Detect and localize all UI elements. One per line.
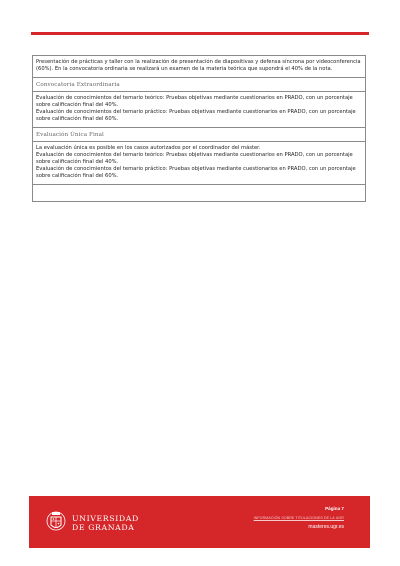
extraordinary-heading: Convocatoria Extraordinaria	[33, 78, 365, 92]
ordinary-evaluation-cell	[33, 56, 365, 78]
empty-row	[33, 185, 365, 201]
paragraph-line: Evaluación de conocimientos del temario teórico: Pruebas objetivas mediante cuestionarios en PRADO, con un porcentaje sobre calificación final del 40%.	[36, 95, 353, 108]
paragraph-line: Evaluación de conocimientos del temario práctico: Pruebas objetivas mediante cuestionarios en PRADO, con un porcentaje sobre calificación final del 60%.	[36, 166, 356, 179]
paragraph-line: Evaluación de conocimientos del temario teórico: Pruebas objetivas mediante cuestionarios en PRADO, con un porcentaje sobre calificación final del 40%.	[36, 152, 353, 165]
final-evaluation-heading: Evaluación Única Final	[33, 128, 365, 142]
university-name-line1: UNIVERSIDAD	[72, 514, 139, 523]
final-evaluation-cell	[33, 142, 365, 185]
intro-paragraph: Presentación de prácticas y taller con la realización de presentación de diapositivas y defensa síncrona por videoconferencia (60%). En la convocatoria ordinaria se realizará un examen de la materia teórica que supondrá el 40% de la nota.	[36, 59, 361, 72]
site-link[interactable]: masteres.ugr.es	[308, 524, 344, 530]
paragraph-line: Evaluación de conocimientos del temario práctico: Pruebas objetivas mediante cuestionarios en PRADO, con un porcentaje sobre calificación final del 60%.	[36, 109, 356, 122]
university-name-line2: DE GRANADA	[72, 523, 135, 532]
header-rule	[31, 32, 369, 35]
extraordinary-cell	[33, 92, 365, 128]
evaluation-table	[32, 55, 366, 202]
paragraph-line: La evaluación única es posible en los casos autorizados por el coordinador del máster.	[36, 145, 261, 151]
page-footer	[29, 496, 370, 548]
info-link[interactable]: INFORMACIÓN SOBRE TITULACIONES DE LA UGR	[253, 516, 344, 520]
page-number: Página 7	[325, 506, 344, 511]
university-crest-icon	[46, 509, 66, 533]
